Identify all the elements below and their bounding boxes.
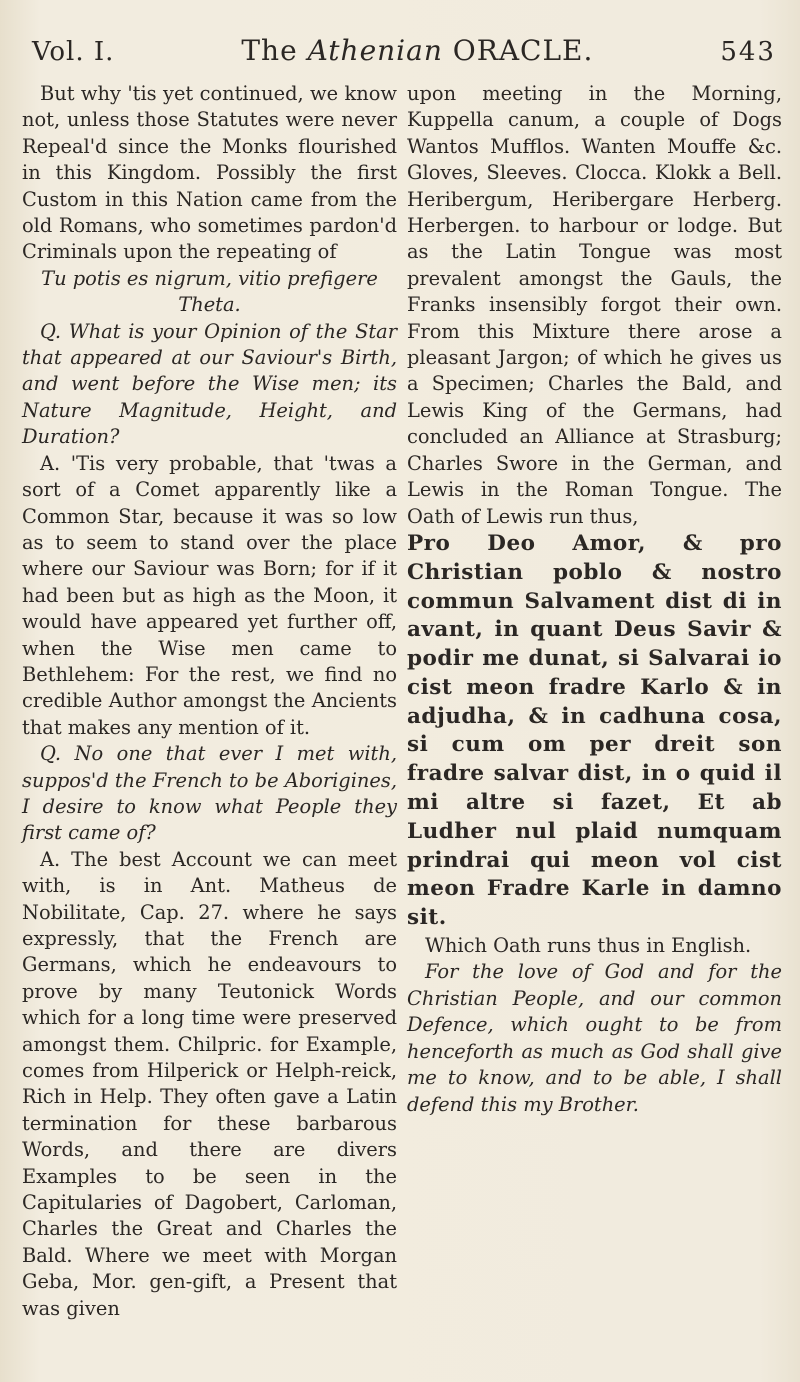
answer-star: A. 'Tis very probable, that 'twas a sort of a Comet apparently like a Common Star, because it was so low as to seem to stand over the place where our Saviour was Born; for if it had been but as high as the Moon, it would have appeared yet further off, when the Wise men came to Bethlehem: For the rest, we find no credible Author amongst the Ancients that makes any mention of it. (22, 451, 397, 739)
paragraph-statutes: But why 'tis yet continued, we know not, unless those Statutes were never Repeal'd since the Monks flourished in this Kingdom. Possibly the first Custom in this Nation came from the old Romans, who sometimes pardon'd Criminals upon the repeating of (22, 82, 397, 264)
paragraph-jargon: upon meeting in the Morning, Kuppella canum, a couple of Dogs Wantos Mufflos. Wanten Mouffe &c. Gloves, Sleeves. Clocca. Klokk a Bell. Heribergum, Heribergare Herberg. Herbergen. to harbour or lodge. But as the Latin Tongue was most prevalent amongst the Gauls, the Franks insensibly forgot their own. From this Mixture there arose a pleasant Jargon; of which he gives us a Specimen; Charles the Bald, and Lewis King of the Germans, had concluded an Alliance at Strasburg; Charles Swore in the German, and Lewis in the Roman Tongue. The Oath of Lewis run thus, (407, 82, 782, 528)
title-blackletter: Athenian (307, 34, 443, 67)
text-columns (22, 81, 782, 1322)
title-prefix: The (241, 34, 298, 67)
running-head (22, 36, 782, 67)
oath-old-french: Pro Deo Amor, & pro Christian poblo & nostro commun Salvament dist di in avant, in quant Deus Savir & podir me dunat, si Salvarai io cist meon fradre Karlo & in adjudha, & in cadhuna cosa, si cum om per dreit son fradre salvar dist, in o quid il mi altre si fazet, Et ab Ludher nul plaid numquam prindrai qui meon vol cist meon Fradre Karle in damno sit. (407, 530, 782, 931)
latin-verse: Tu potis es nigrum, vitio prefigere Theta. (41, 266, 378, 317)
book-title (241, 36, 593, 66)
right-column (407, 81, 782, 1322)
title-suffix: ORACLE. (452, 34, 594, 67)
left-column (22, 81, 397, 1322)
oath-intro: Which Oath runs thus in English. (425, 934, 752, 958)
question-star: Q. What is your Opinion of the Star that appeared at our Saviour's Birth, and went before the Wise men; its Nature Magnitude, Height, and Duration? (22, 319, 397, 449)
oath-english: For the love of God and for the Christian People, and our common Defence, which ought to be from henceforth as much as God shall give me to know, and to be able, I shall defend this my Brother. (407, 960, 782, 1116)
question-french: Q. No one that ever I met with, suppos'd the French to be Aborigines, I desire to know what People they first came of? (22, 742, 397, 845)
answer-french: A. The best Account we can meet with, is in Ant. Matheus de Nobilitate, Cap. 27. where he says expressly, that the French are Germans, which he endeavours to prove by many Teutonick Words which for a long time were preserved amongst them. Chilpric. for Example, comes from Hilperick or Helph-reick, Rich in Help. They often gave a Latin termination for these barbarous Words, and there are divers Examples to be seen in the Capitularies of Dagobert, Carloman, Charles the Great and Charles the Bald. Where we meet with Morgan Geba, Mor. gen-gift, a Present that was given (22, 847, 397, 1320)
page-number: 543 (720, 37, 776, 67)
volume-label: Vol. I. (32, 37, 115, 67)
